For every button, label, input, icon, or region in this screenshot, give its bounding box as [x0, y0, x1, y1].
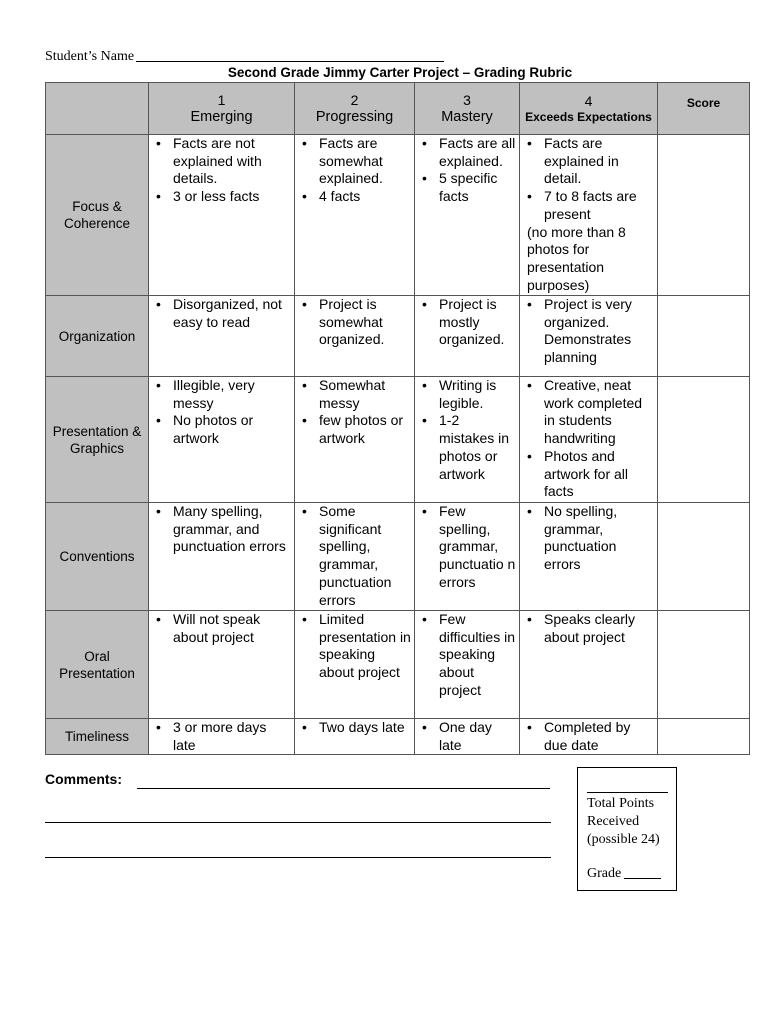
- score-cell[interactable]: [658, 377, 750, 503]
- level-4-cell: [520, 719, 658, 755]
- level-4-cell: [520, 377, 658, 503]
- level-3-cell: [415, 377, 520, 503]
- bullet-item: • No photos or artwork: [149, 412, 294, 447]
- bullet-list: [520, 719, 657, 754]
- score-cell[interactable]: [658, 611, 750, 719]
- level-1-cell: [149, 611, 295, 719]
- level-1-cell: [149, 377, 295, 503]
- bullet-item: • One day late: [415, 719, 519, 754]
- total-points-line: Received: [587, 814, 640, 829]
- rubric-row: [46, 377, 750, 503]
- level-1-cell: [149, 719, 295, 755]
- student-name-blank[interactable]: [136, 47, 444, 62]
- bullet-list: [520, 611, 657, 646]
- bullet-list: [295, 719, 414, 737]
- bullet-list: [149, 611, 294, 646]
- bullet-item: • Two days late: [295, 719, 414, 737]
- level-4-cell: [520, 296, 658, 377]
- bullet-list: [520, 377, 657, 501]
- bullet-list: [415, 296, 519, 349]
- bullet-list: [415, 611, 519, 700]
- rubric-row: [46, 296, 750, 377]
- total-points-box: [577, 767, 677, 891]
- rubric-row: [46, 611, 750, 719]
- bullet-item: • No spelling, grammar, punctuation errors: [520, 503, 657, 574]
- level-2-cell: [295, 503, 415, 611]
- comments-line[interactable]: [45, 857, 551, 858]
- rubric-row: [46, 135, 750, 296]
- bullet-item: • Disorganized, not easy to read: [149, 296, 294, 331]
- score-cell[interactable]: [658, 719, 750, 755]
- bullet-list: [520, 135, 657, 224]
- bullet-item: • 5 specific facts: [415, 170, 519, 205]
- bullet-list: [149, 296, 294, 331]
- bullet-item: • Illegible, very messy: [149, 377, 294, 412]
- total-points-line: (possible 24): [587, 832, 660, 847]
- total-points-line: Total Points: [587, 796, 655, 811]
- bullet-item: • Project is very organized. Demonstrates planning: [520, 296, 657, 367]
- bullet-list: [295, 135, 414, 206]
- level-number: 2: [350, 91, 359, 108]
- bullet-list: [295, 611, 414, 682]
- level-2-cell: [295, 611, 415, 719]
- criterion-cell: Timeliness: [46, 719, 149, 755]
- level-2-cell: [295, 377, 415, 503]
- bullet-item: • Creative, neat work completed in students handwriting: [520, 377, 657, 448]
- bullet-item: • Facts are all explained.: [415, 135, 519, 170]
- bullet-item: • Few difficulties in speaking about project: [415, 611, 519, 700]
- header-level-1: [149, 83, 295, 135]
- student-name-label: Student’s Name: [45, 49, 135, 64]
- level-name: Mastery: [441, 108, 493, 125]
- bullet-list: [415, 719, 519, 754]
- bullet-item: • Will not speak about project: [149, 611, 294, 646]
- header-score: Score: [658, 83, 750, 135]
- bullet-item: • Facts are explained in detail.: [520, 135, 657, 188]
- comments-label: Comments:: [45, 771, 123, 787]
- header-level-2: [295, 83, 415, 135]
- rubric-row: [46, 719, 750, 755]
- grade-field: [587, 866, 661, 882]
- bullet-item: • Many spelling, grammar, and punctuation errors: [149, 503, 294, 556]
- rubric-table: [45, 82, 750, 755]
- bullet-item: • Somewhat messy: [295, 377, 414, 412]
- header-level-4: [520, 83, 658, 135]
- bullet-list: [415, 377, 519, 483]
- level-number: 1: [217, 91, 226, 108]
- bullet-item: • Limited presentation in speaking about project: [295, 611, 414, 682]
- bullet-item: • 7 to 8 facts are present: [520, 188, 657, 223]
- level-4-cell: [520, 135, 658, 296]
- bullet-item: • Photos and artwork for all facts: [520, 448, 657, 501]
- bullet-list: [295, 503, 414, 609]
- bullet-list: [295, 296, 414, 349]
- comments-line[interactable]: [45, 822, 551, 823]
- grade-label: Grade: [587, 866, 622, 881]
- bullet-list: [415, 135, 519, 206]
- criterion-cell: Focus & Coherence: [46, 135, 149, 296]
- bullet-item: • 3 or more days late: [149, 719, 294, 754]
- level-3-cell: [415, 296, 520, 377]
- criterion-cell: Conventions: [46, 503, 149, 611]
- level-name: Exceeds Expectations: [525, 109, 652, 124]
- student-name-field: [45, 47, 444, 65]
- score-cell[interactable]: [658, 503, 750, 611]
- level-name: Emerging: [190, 108, 253, 125]
- bullet-item: • Few spelling, grammar, punctuatio n errors: [415, 503, 519, 592]
- level-2-cell: [295, 135, 415, 296]
- bullet-list: [149, 135, 294, 206]
- comments-line[interactable]: [137, 788, 550, 789]
- header-level-3: [415, 83, 520, 135]
- bullet-list: [149, 377, 294, 448]
- bullet-list: [295, 377, 414, 448]
- rubric-row: [46, 503, 750, 611]
- level-3-cell: [415, 611, 520, 719]
- bullet-item: • Facts are somewhat explained.: [295, 135, 414, 188]
- bullet-item: • 1-2 mistakes in photos or artwork: [415, 412, 519, 483]
- level-1-cell: [149, 503, 295, 611]
- total-points-blank[interactable]: [587, 792, 668, 793]
- bullet-item: • Writing is legible.: [415, 377, 519, 412]
- level-number: 3: [463, 91, 471, 108]
- bullet-list: [149, 719, 294, 754]
- criterion-cell: Presentation & Graphics: [46, 377, 149, 503]
- bullet-item: • Some significant spelling, grammar, punctuation errors: [295, 503, 414, 609]
- bullet-item: • Facts are not explained with details.: [149, 135, 294, 188]
- level-3-cell: [415, 503, 520, 611]
- total-points-text: [587, 795, 660, 849]
- bullet-item: • Project is mostly organized.: [415, 296, 519, 349]
- level-3-cell: [415, 719, 520, 755]
- level-4-cell: [520, 503, 658, 611]
- level-1-cell: [149, 296, 295, 377]
- page-title: Second Grade Jimmy Carter Project – Grading Rubric: [227, 65, 573, 80]
- bullet-item: • few photos or artwork: [295, 412, 414, 447]
- level-number: 4: [584, 92, 593, 109]
- bullet-item: • Completed by due date: [520, 719, 657, 754]
- score-cell[interactable]: [658, 296, 750, 377]
- bullet-item: • Speaks clearly about project: [520, 611, 657, 646]
- level-2-cell: [295, 296, 415, 377]
- header-corner: [46, 83, 149, 135]
- level-3-cell: [415, 135, 520, 296]
- level-4-cell: [520, 611, 658, 719]
- criterion-cell: Oral Presentation: [46, 611, 149, 719]
- bullet-list: [520, 503, 657, 574]
- grade-blank[interactable]: [624, 866, 661, 879]
- level-name: Progressing: [315, 108, 394, 125]
- criterion-cell: Organization: [46, 296, 149, 377]
- cell-note: (no more than 8 photos for presentation purposes): [527, 223, 626, 293]
- bullet-list: [520, 296, 657, 367]
- header-row: [46, 83, 750, 135]
- level-1-cell: [149, 135, 295, 296]
- level-2-cell: [295, 719, 415, 755]
- bullet-item: • Project is somewhat organized.: [295, 296, 414, 349]
- bullet-item: • 3 or less facts: [149, 188, 294, 206]
- bullet-item: • 4 facts: [295, 188, 414, 206]
- bullet-list: [149, 503, 294, 556]
- score-cell[interactable]: [658, 135, 750, 296]
- bullet-list: [415, 503, 519, 592]
